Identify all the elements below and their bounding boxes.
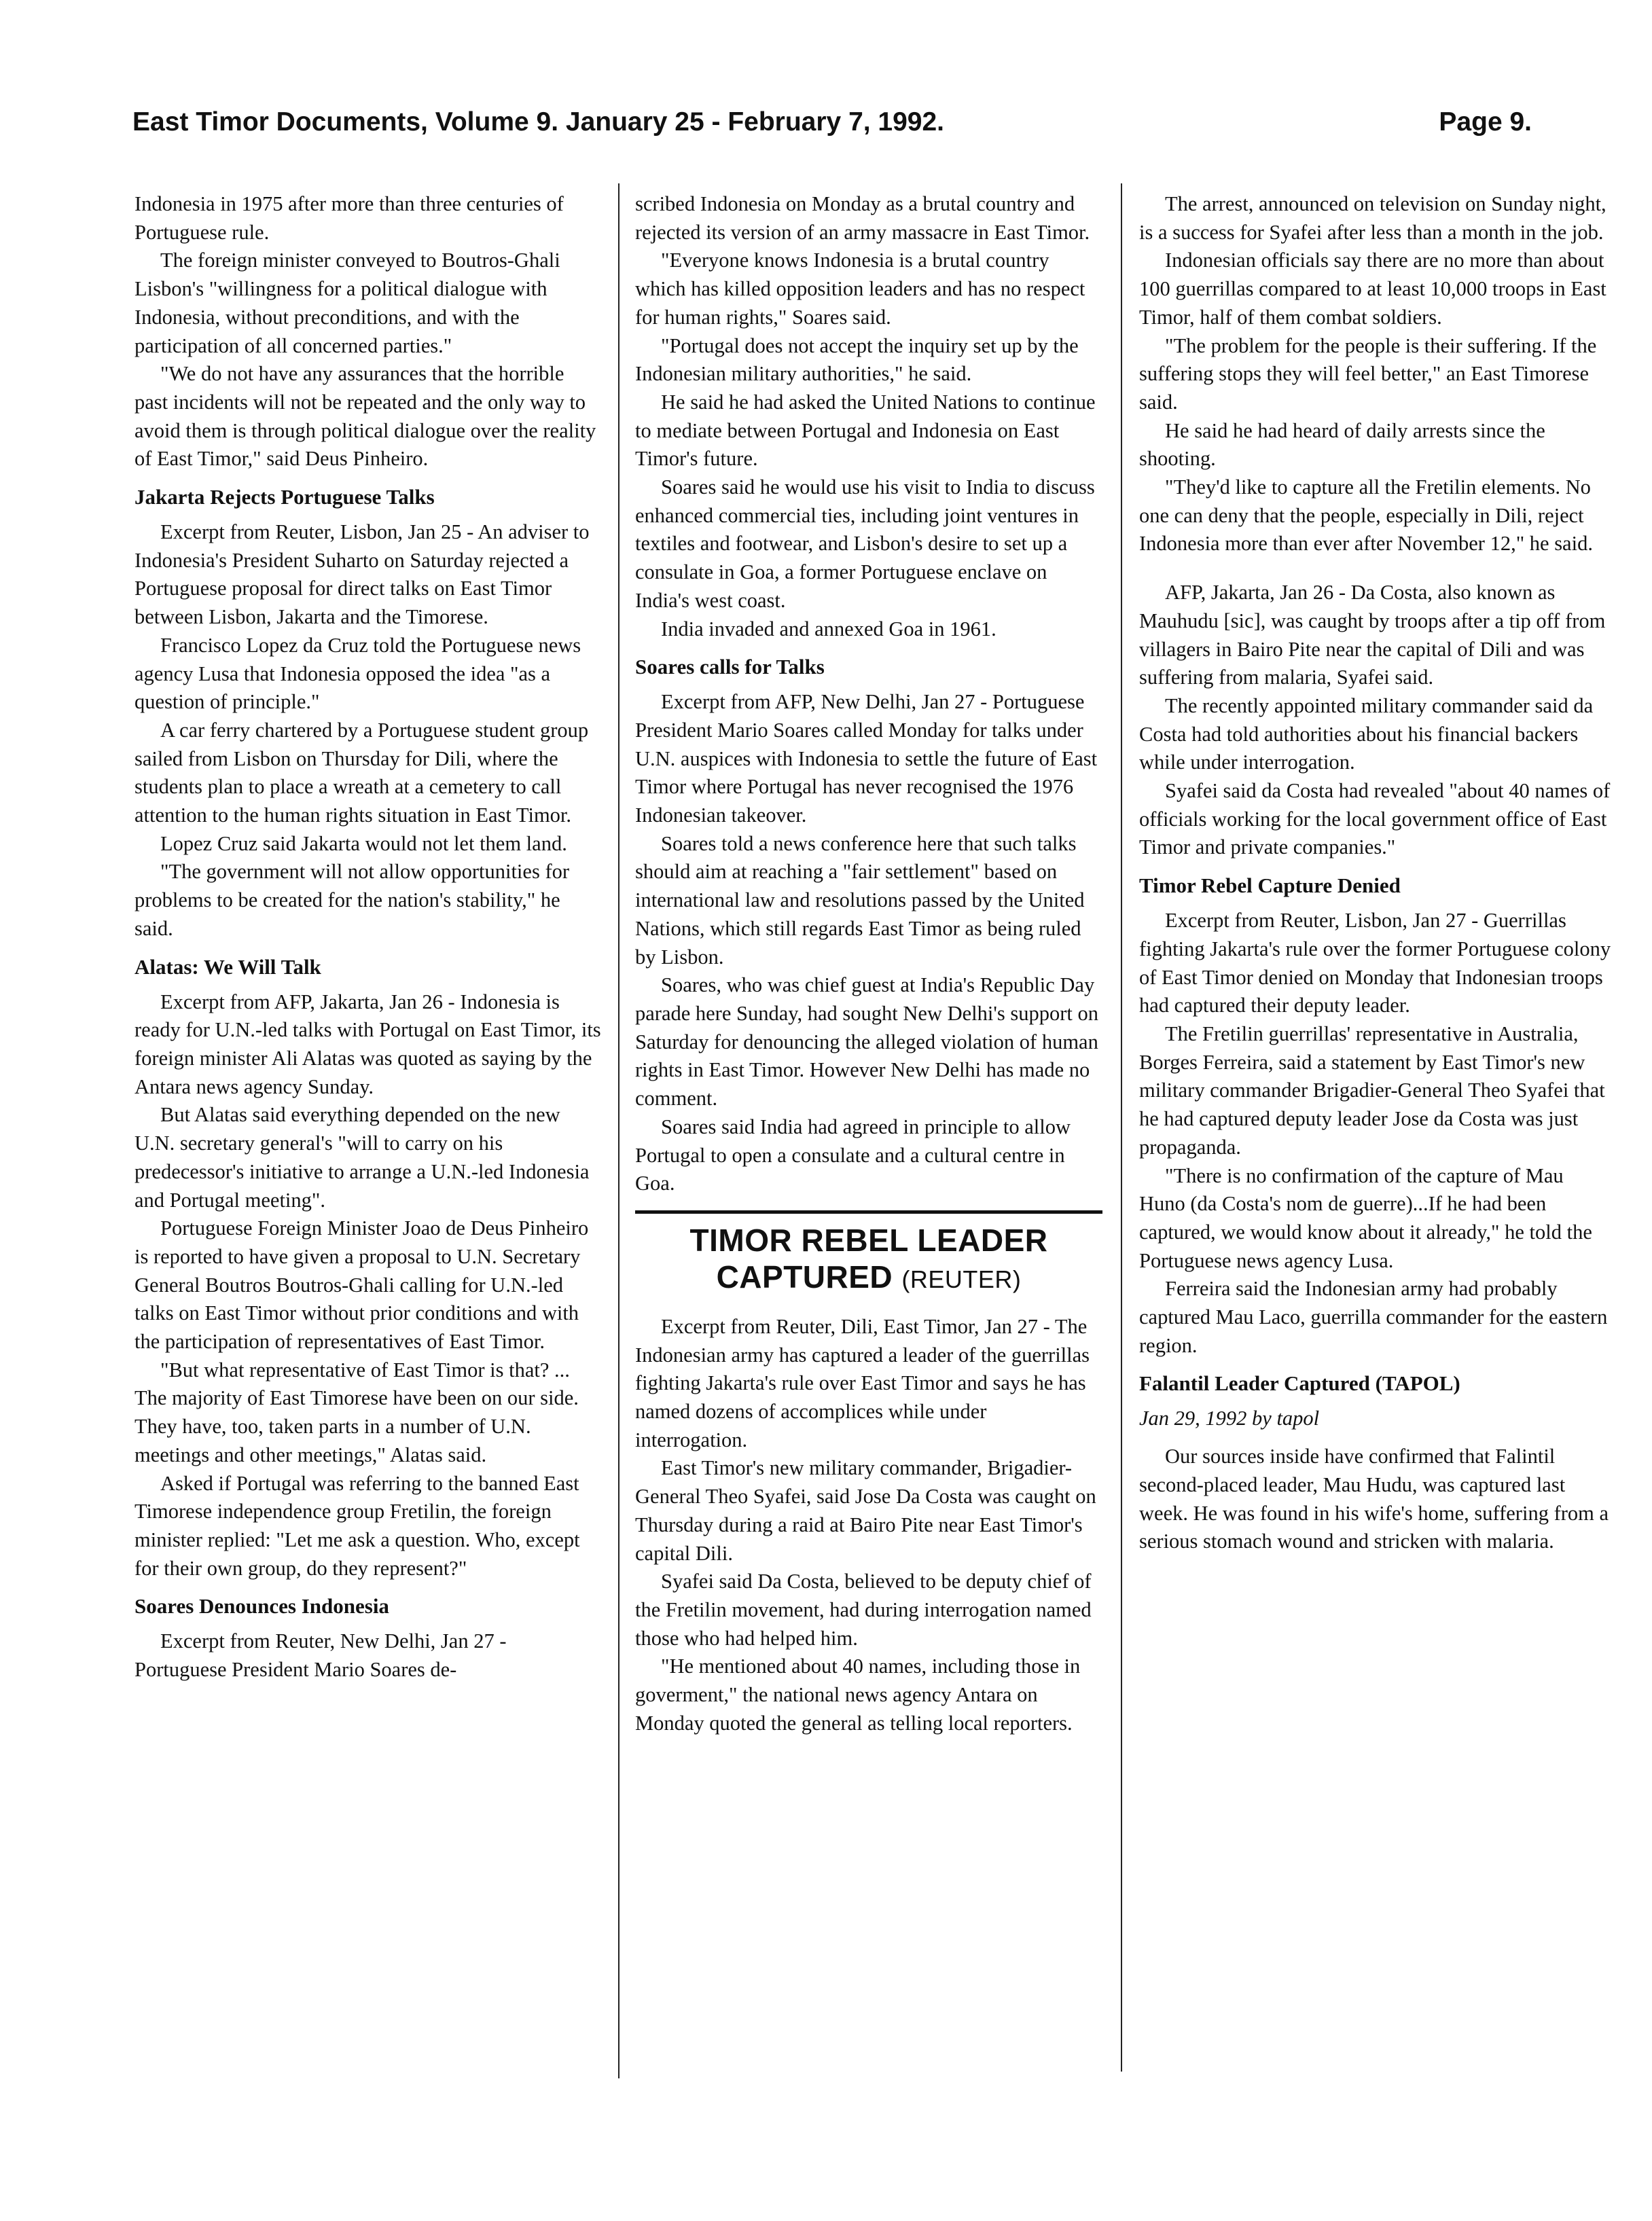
column-divider xyxy=(618,183,620,2078)
paragraph: East Timor's new military commander, Brigadier-General Theo Syafei, said Jose Da Costa was caught on Thursday during a raid at Bairo Pite near East Timor's capital Dili. xyxy=(635,1456,1096,1565)
column-divider xyxy=(1121,183,1122,2072)
paragraph: AFP, Jakarta, Jan 26 - Da Costa, also known as Mauhudu [sic], was caught by troops after a tip off from villagers in Bairo Pite near the capital of Dili and was suffering from malaria, Syafei said. xyxy=(1139,581,1606,689)
paragraph: "There is no confirmation of the capture of Mau Huno (da Costa's nom de guerre)...If he had been captured, we would know about it already," he told the Portuguese news agency Lusa. xyxy=(1139,1163,1592,1272)
section-heading: Falantil Leader Captured (TAPOL) xyxy=(1139,1371,1460,1396)
paragraph: But Alatas said everything depended on the new U.N. secretary general's "will to carry on his predecessor's initiative to arrange a U.N.-led Indonesia and Portugal meeting". xyxy=(134,1103,590,1212)
paragraph: Soares, who was chief guest at India's Republic Day parade here Sunday, had sought New Delhi's support on Saturday for denouncing the alleged violation of human rights in East Timor. However New Delhi has made no comment. xyxy=(635,973,1098,1110)
section-heading: Jakarta Rejects Portuguese Talks xyxy=(134,485,435,509)
boxed-article-body xyxy=(635,1313,1102,1738)
paragraph: The recently appointed military commander said da Costa had told authorities about his financial backers while under interrogation. xyxy=(1139,693,1594,774)
boxed-article-heading xyxy=(635,1210,1102,1298)
paragraph: Lopez Cruz said Jakarta would not let them land. xyxy=(160,831,567,855)
paragraph: Excerpt from Reuter, New Delhi, Jan 27 - Portuguese President Mario Soares de- xyxy=(134,1629,507,1682)
section-heading: Soares Denounces Indonesia xyxy=(134,1594,389,1619)
paragraph: Francisco Lopez da Cruz told the Portuguese news agency Lusa that Indonesia opposed the idea "as a question of principle." xyxy=(134,633,581,714)
boxed-title-line xyxy=(635,1259,1102,1298)
paragraph: Soares said he would use his visit to India to discuss enhanced commercial ties, including joint ventures in textiles and footwear, and Lisbon's desire to set up a consulate in Goa, a former Portuguese enclave on India's west coast. xyxy=(635,475,1095,612)
paragraph: Soares said India had agreed in principle to allow Portugal to open a consulate and a cultural centre in Goa. xyxy=(635,1115,1071,1195)
boxed-title-text: CAPTURED xyxy=(716,1259,893,1295)
paragraph: Our sources inside have confirmed that Falintil second-placed leader, Mau Hudu, was captured last week. He was found in his wife's home, suffering from a serious stomach wound and stricken with malaria. xyxy=(1139,1445,1609,1553)
paragraph: "Portugal does not accept the inquiry set up by the Indonesian military authorities," he said. xyxy=(635,333,1079,386)
section-heading: Alatas: We Will Talk xyxy=(134,954,321,979)
paragraph: "But what representative of East Timor is that? ... The majority of East Timorese have been on our side. They have, too, taken parts in a number of U.N. meetings and other meetings," Alatas said. xyxy=(134,1358,579,1466)
column-2 xyxy=(635,190,1102,1737)
paragraph: Syafei said da Costa had revealed "about 40 names of officials working for the local government office of East Timor and private companies." xyxy=(1139,779,1611,859)
paragraph: scribed Indonesia on Monday as a brutal country and rejected its version of an army massacre in East Timor. xyxy=(635,192,1090,244)
paragraph: "He mentioned about 40 names, including those in goverment," the national news agency Antara on Monday quoted the general as telling local reporters. xyxy=(635,1655,1081,1735)
paragraph: He said he had asked the United Nations to continue to mediate between Portugal and Indonesia on East Timor's future. xyxy=(635,390,1096,471)
section-heading: Timor Rebel Capture Denied xyxy=(1139,873,1401,898)
column-3 xyxy=(1139,190,1615,1556)
paragraph: "They'd like to capture all the Fretilin elements. No one can deny that the people, especially in Dili, reject Indonesia more than ever after November 12," he said. xyxy=(1139,475,1593,556)
paragraph: Excerpt from AFP, New Delhi, Jan 27 - Portuguese President Mario Soares called Monday for talks under U.N. auspices with Indonesia to settle the future of East Timor where Portugal has never recognised the 1976 Indonesian takeover. xyxy=(635,690,1098,827)
paragraph: He said he had heard of daily arrests since the shooting. xyxy=(1139,418,1545,471)
paragraph: Soares told a news conference here that such talks should aim at reaching a "fair settlement" based on international law and resolutions passed by the United Nations, which still regards East Timor as being ruled by Lisbon. xyxy=(635,831,1085,969)
section-heading: Soares calls for Talks xyxy=(635,655,825,679)
paragraph: The foreign minister conveyed to Boutros-Ghali Lisbon's "willingness for a political dialogue with Indonesia, without preconditions, and with the participation of all concerned parties." xyxy=(134,249,560,357)
paragraph: A car ferry chartered by a Portuguese student group sailed from Lisbon on Thursday for Dili, where the students plan to place a wreath at a cemetery to call attention to the human rights situation in East Timor. xyxy=(134,718,589,827)
paragraph: India invaded and annexed Goa in 1961. xyxy=(661,617,996,640)
paragraph: The Fretilin guerrillas' representative in Australia, Borges Ferreira, said a statement by East Timor's new military commander Brigadier-General Theo Syafei that he had captured deputy leader Jose da Costa was just propaganda. xyxy=(1139,1022,1605,1159)
running-header xyxy=(132,107,1532,141)
paragraph: Excerpt from AFP, Jakarta, Jan 26 - Indonesia is ready for U.N.-led talks with Portugal on East Timor, its foreign minister Ali Alatas was quoted as saying by the Antara news agency Sunday. xyxy=(134,990,601,1098)
page-number: Page 9. xyxy=(1439,107,1532,137)
paragraph: Indonesian officials say there are no more than about 100 guerrillas compared to at least 10,000 troops in East Timor, half of them combat soldiers. xyxy=(1139,249,1606,329)
paragraph: "Everyone knows Indonesia is a brutal country which has killed opposition leaders and has no respect for human rights," Soares said. xyxy=(635,249,1085,329)
column-1 xyxy=(134,190,602,1684)
paragraph: Indonesia in 1975 after more than three centuries of Portuguese rule. xyxy=(134,192,564,244)
paragraph: Excerpt from Reuter, Dili, East Timor, Jan 27 - The Indonesian army has captured a leader of the guerrillas fighting Jakarta's rule over East Timor and says he has named dozens of accomplices while under interrogation. xyxy=(635,1314,1090,1451)
paragraph: Portuguese Foreign Minister Joao de Deus Pinheiro is reported to have given a proposal to U.N. Secretary General Boutros Boutros-Ghali calling for U.N.-led talks on East Timor without prior conditions and with the participation of representatives of East Timor. xyxy=(134,1216,589,1354)
paragraph: "The problem for the people is their suffering. If the suffering stops they will feel better," an East Timorese said. xyxy=(1139,333,1597,414)
paragraph: Asked if Portugal was referring to the banned East Timorese independence group Fretilin, the foreign minister replied: "Let me ask a question. Who, except for their own group, do they represent?" xyxy=(134,1471,580,1580)
boxed-title-source: (REUTER) xyxy=(901,1265,1022,1293)
paragraph: "We do not have any assurances that the horrible past incidents will not be repeated and the only way to avoid them is through political dialogue over the reality of East Timor," said Deus Pinheiro. xyxy=(134,362,596,471)
publication-title: East Timor Documents, Volume 9. January 25 - February 7, 1992. xyxy=(132,107,945,137)
paragraph: Excerpt from Reuter, Lisbon, Jan 25 - An adviser to Indonesia's President Suharto on Saturday rejected a Portuguese proposal for direct talks on East Timor between Lisbon, Jakarta and the Timorese. xyxy=(134,520,590,629)
paragraph: The arrest, announced on television on Sunday night, is a success for Syafei after less than a month in the job. xyxy=(1139,192,1606,244)
boxed-title-line: TIMOR REBEL LEADER xyxy=(689,1222,1048,1258)
byline: Jan 29, 1992 by tapol xyxy=(1139,1407,1320,1430)
paragraph: Syafei said Da Costa, believed to be deputy chief of the Fretilin movement, had during interrogation named those who had helped him. xyxy=(635,1570,1092,1650)
paragraph: "The government will not allow opportunities for problems to be created for the nation's stability," he said. xyxy=(134,860,570,940)
paragraph: Ferreira said the Indonesian army had probably captured Mau Laco, guerrilla commander for the eastern region. xyxy=(1139,1277,1608,1357)
paragraph: Excerpt from Reuter, Lisbon, Jan 27 - Guerrillas fighting Jakarta's rule over the former Portuguese colony of East Timor denied on Monday that Indonesian troops had captured their deputy leader. xyxy=(1139,909,1611,1017)
